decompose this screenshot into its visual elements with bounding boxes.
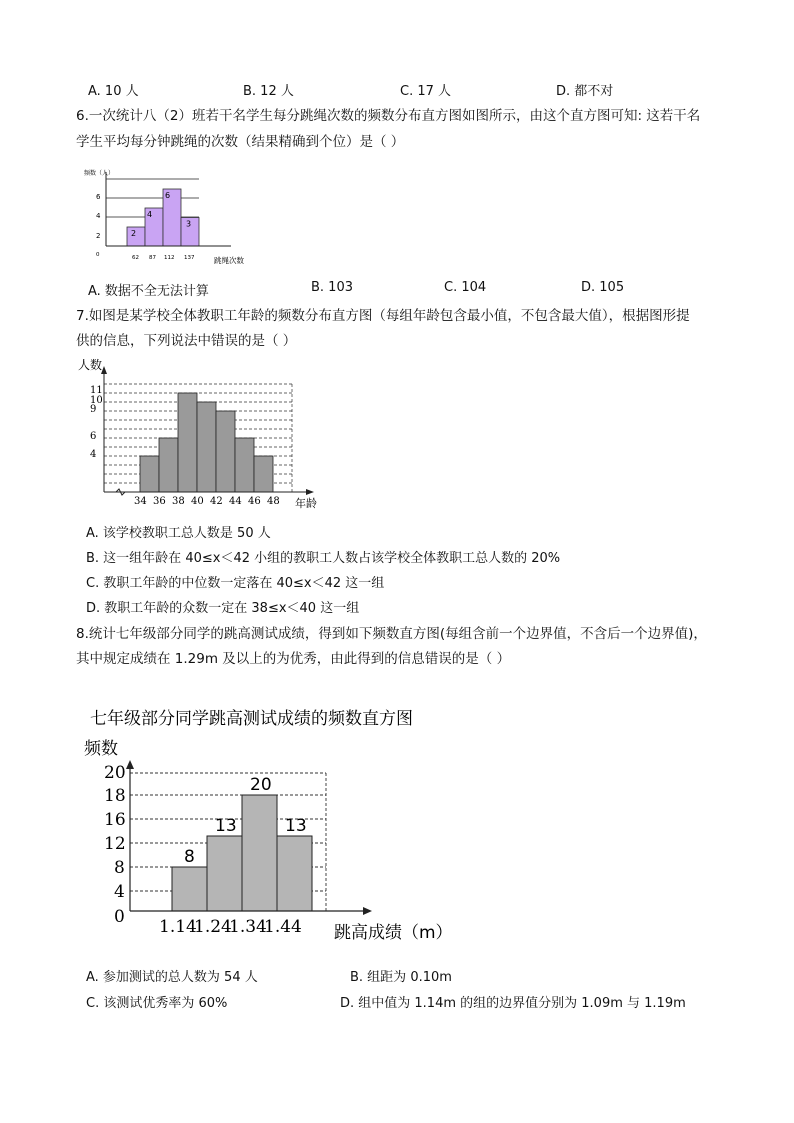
q7-xtick-40: 40: [191, 496, 204, 507]
q6-bar-label-62: 2: [131, 229, 137, 238]
q7-bar-46-48: [254, 456, 273, 492]
q6-histogram: [76, 160, 266, 270]
q7-bar-38-40: [178, 393, 197, 492]
q8-option-c: C. 该测试优秀率为 60%: [86, 996, 228, 1011]
q8-ytick-4: 4: [114, 882, 125, 902]
q7-ytick-6: 6: [90, 431, 97, 442]
q7-y-label: 人数: [78, 358, 103, 372]
q6-stem-line2: 学生平均每分钟跳绳的次数（结果精确到个位）是（ ）: [76, 134, 405, 150]
q7-option-c: C. 教职工年龄的中位数一定落在 40≤x＜42 这一组: [86, 576, 385, 591]
q8-bar-1.14: [172, 867, 207, 911]
q7-bar-44-46: [235, 438, 254, 492]
q5-option-c: C. 17 人: [400, 84, 452, 99]
q6-x-label: 跳绳次数: [214, 256, 244, 265]
q6-ytick-6: 6: [96, 193, 101, 201]
q8-bar-label-1.44: 13: [285, 816, 307, 836]
q8-stem-line2: 其中规定成绩在 1.29m 及以上的为优秀，由此得到的信息错误的是（ ）: [76, 651, 511, 667]
q8-ytick-0: 0: [114, 907, 125, 927]
q8-x-arrow: [363, 907, 372, 915]
q6-ytick-2: 2: [96, 232, 101, 240]
q6-option-a: A. 数据不全无法计算: [88, 284, 209, 299]
q7-option-a: A. 该学校教职工总人数是 50 人: [86, 526, 271, 541]
q8-option-a: A. 参加测试的总人数为 54 人: [86, 970, 258, 985]
q7-histogram: [76, 352, 336, 514]
q7-option-d: D. 教职工年龄的众数一定在 38≤x＜40 这一组: [86, 601, 360, 616]
q8-ytick-16: 16: [104, 810, 126, 830]
q7-xtick-48: 48: [267, 496, 280, 507]
q8-option-b: B. 组距为 0.10m: [350, 970, 452, 985]
q8-xtick-1.44: 1.44: [264, 917, 302, 937]
q8-xtick-1.24: 1.24: [194, 917, 232, 937]
q5-option-d: D. 都不对: [556, 84, 614, 99]
q8-xtick-1.34: 1.34: [229, 917, 267, 937]
q6-bar-label-112: 6: [165, 191, 171, 200]
q5-option-a: A. 10 人: [88, 84, 139, 99]
q7-ytick-9: 9: [90, 404, 97, 415]
q7-ytick-10: 10: [90, 395, 103, 406]
q7-bar-42-44: [216, 411, 235, 492]
q7-x-label: 年龄: [295, 497, 317, 510]
q7-option-b: B. 这一组年龄在 40≤x＜42 小组的教职工人数占该学校全体教职工总人数的 20%: [86, 551, 561, 566]
q6-xtick-112: 112: [164, 255, 175, 261]
q7-x-arrow: [306, 489, 314, 495]
q8-xtick-1.14: 1.14: [159, 917, 197, 937]
q8-y-label: 频数: [84, 739, 118, 759]
q7-xtick-42: 42: [210, 496, 223, 507]
q8-bar-1.44: [277, 836, 312, 911]
q6-option-c: C. 104: [444, 280, 487, 295]
q8-ytick-20: 20: [104, 763, 126, 783]
q6-xtick-62: 62: [132, 255, 139, 261]
q7-bar-40-42: [197, 402, 216, 492]
q6-stem-line1: 6.一次统计八（2）班若干名学生每分跳绳次数的频数分布直方图如图所示，由这个直方图可知: 这若干名: [76, 108, 701, 124]
q7-bar-36-38: [159, 438, 178, 492]
q6-option-b: B. 103: [311, 280, 353, 295]
q5-option-b: B. 12 人: [243, 84, 294, 99]
q8-option-d: D. 组中值为 1.14m 的组的边界值分别为 1.09m 与 1.19m: [340, 996, 686, 1011]
q6-xtick-87: 87: [149, 255, 156, 261]
q6-ytick-4: 4: [96, 212, 101, 220]
q8-y-arrow: [126, 760, 134, 769]
q6-bar-label-137: 3: [186, 219, 192, 229]
q8-ytick-12: 12: [104, 834, 126, 854]
q7-ytick-11: 11: [90, 385, 103, 396]
q7-ytick-4: 4: [90, 449, 97, 460]
q7-stem-line2: 供的信息，下列说法中错误的是（ ）: [76, 333, 297, 349]
q8-bar-label-1.14: 8: [184, 847, 195, 867]
q8-x-label: 跳高成绩（m）: [334, 923, 453, 943]
q8-bar-label-1.34: 20: [250, 775, 272, 795]
q7-xtick-46: 46: [248, 496, 261, 507]
q7-stem-line1: 7.如图是某学校全体教职工年龄的频数分布直方图（每组年龄包含最小值，不包含最大值），根据图形提: [76, 308, 690, 324]
q6-bar-label-87: 4: [147, 210, 153, 219]
q8-chart-title: 七年级部分同学跳高测试成绩的频数直方图: [90, 709, 413, 729]
q7-xtick-38: 38: [172, 496, 185, 507]
q8-ytick-8: 8: [114, 858, 125, 878]
q8-bar-label-1.24: 13: [215, 816, 237, 836]
q7-xtick-34: 34: [134, 496, 147, 507]
q7-bar-34-36: [140, 456, 159, 492]
q6-option-d: D. 105: [581, 280, 625, 295]
q8-histogram: [84, 700, 474, 950]
q8-stem-line1: 8.统计七年级部分同学的跳高测试成绩，得到如下频数直方图(每组含前一个边界值，不含后一个边界值)，: [76, 626, 707, 642]
q6-xtick-137: 137: [184, 255, 195, 261]
q8-bar-1.34: [242, 795, 277, 911]
q6-y-label: 频数（人）: [84, 170, 115, 177]
q6-origin: 0: [96, 252, 100, 258]
q7-xtick-44: 44: [229, 496, 242, 507]
q8-bar-1.24: [207, 836, 242, 911]
q7-xtick-36: 36: [153, 496, 166, 507]
q8-ytick-18: 18: [104, 786, 126, 806]
